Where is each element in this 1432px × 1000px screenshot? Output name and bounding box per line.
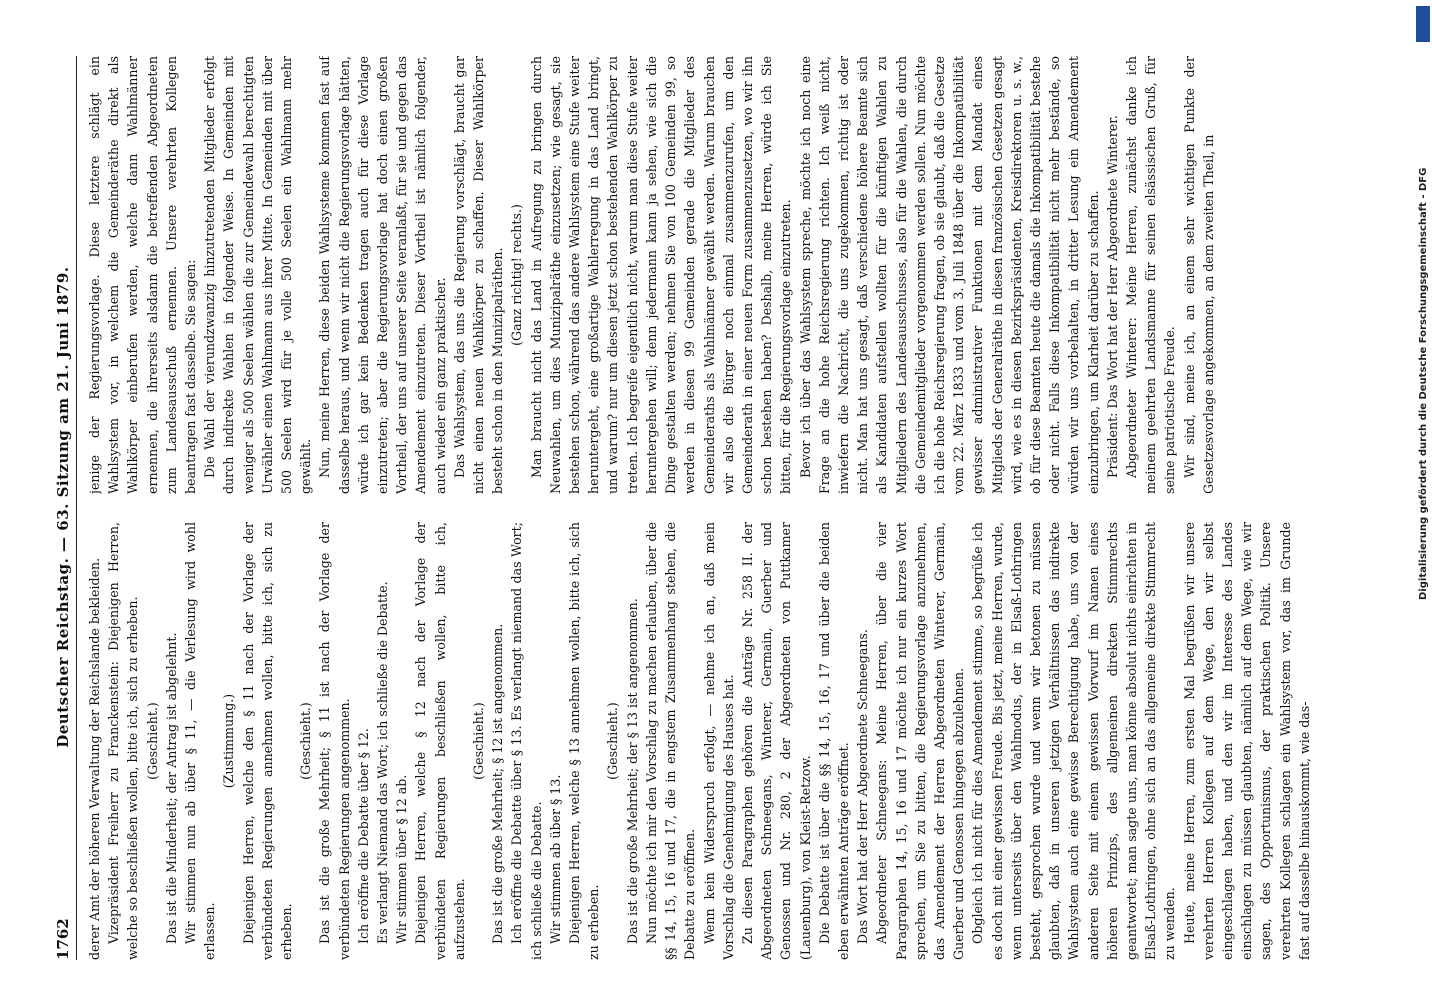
paragraph: Vizepräsident Freiherr zu Franckenstein: Diejenigen Herren, welche so beschließen wollen, bitte ich, sich zu erheben. [106,522,141,960]
paragraph: jenige der Regierungsvorlage. Diese letztere schlägt ein Wahlsystem vor, in welchem die Gemeinderäthe direkt als Wahlkörper einberufen werden, welche dann Wahlmänner ernennen, die ihrerseits alsdann die betreffenden Abgeordneten zum Landesausschuß ernennen. Unsere verehrten Kollegen beantragen fast dasselbe. Sie sagen: [87,56,199,494]
paragraph: (Zustimmung.) [221,693,237,789]
paragraph: Obgleich ich nicht für dies Amendement stimme, so begrüße ich es doch mit einer gewissen Freude. Bis jetzt, meine Herren, wurde, wenn unterseits über den Wahlmodus, der in Elsaß-Lothringen besteht, gesprochen wurde und wenn wir betonen zu müssen glaubten, daß in unseren jetzigen Verhältnissen das indirekte Wahlsystem auch eine gewisse Berechtigung habe, uns von der anderen Seite mit einem gewissen Vorwurf im Namen eines höheren Prinzips, des allgemeinen direkten Stimmrechts geantwortet; man sagte uns, man könne absolut nichts einrichten in Elsaß-Lothringen, ohne sich an das allgemeine direkte Stimmrecht zu wenden. [970,522,1178,960]
paragraph: (Geschieht.) [144,702,160,780]
paragraph: Wenn kein Widerspruch erfolgt, — nehme ich an, daß mein Vorschlag die Genehmigung des Hauses hat. [701,522,736,960]
column-right [85,56,1395,494]
paragraph: (Geschieht.) [298,702,314,780]
paragraph: Wir stimmen nun ab über § 11, — die Verlesung wird wohl erlassen. [183,522,218,960]
dfg-logo [1416,6,1430,42]
paragraph: Das ist die große Mehrheit; der § 13 ist angenommen. [624,598,640,944]
paragraph: Wir stimmen ab über § 13. [547,774,563,944]
paragraph: Nun möchte ich mir den Vorschlag zu machen erlauben, über die §§ 14, 15, 16 und 17, die in engstem Zusammenhang stehen, die Debatte zu eröffnen. [643,522,698,960]
text-columns [85,56,1395,960]
paragraph: Das Wort hat der Herr Abgeordnete Schneegans. [855,629,871,944]
column-left [85,522,1395,960]
paragraph: Es verlangt Niemand das Wort; ich schließe die Debatte. [375,581,391,944]
credit-bar [1414,0,1432,1000]
paragraph: Abgeordneter Winterer: Meine Herren, zunächst danke ich meinem geehrten Landsmanne für seinen elsässischen Gruß, für seine patriotische Freude. [1123,56,1178,494]
paragraph: Die Wahl der vierundzwanzig hinzutretenden Mitglieder erfolgt durch indirekte Wahlen in folgender Weise. In Gemeinden mit weniger als 500 Seelen wählen die zur Gemeindewahl berechtigten Urwähler einen Wahlmann aus ihrer Mitte. In Gemeinden mit über 500 Seelen wird für je volle 500 Seelen ein Wahlmann mehr gewählt. [202,56,314,494]
paragraph: Das ist die große Mehrheit; § 12 ist angenommen. [490,623,506,944]
paragraph: Das ist die Minderheit; der Antrag ist abgelehnt. [163,632,179,944]
paragraph: Heute, meine Herren, zum ersten Mal begrüßen wir unsere verehrten Herren Kollegen auf dem Wege, den wir selbst eingeschlagen haben, und den wir im Interesse des Landes einschlagen zu müssen glaubten, nämlich auf dem Wege, wie wir sagen, des Opportunismus, der praktischen Politik. Unsere verehrten Kollegen schlagen ein Wahlsystem vor, das im Grunde fast auf dasselbe hinauskommt, wie das- [1181,522,1312,960]
paragraph: Die Debatte ist über die §§ 14, 15, 16, 17 und über die beiden eben erwähnten Anträge eröffnet. [816,522,851,960]
paragraph: Ich eröffne die Debatte über § 12. [355,728,371,944]
page-title: Deutscher Reichstag. — 63. Sitzung am 21. Juni 1879. [54,266,72,748]
paragraph: Präsident: Das Wort hat der Herr Abgeordnete Winterer. [1104,115,1120,478]
paragraph: Abgeordneter Schneegans: Meine Herren, über die vier Paragraphen 14, 15, 16 und 17 möchte ich nur ein kurzes Wort sprechen, um Sie zu bitten, die Regierungsvorlage anzunehmen, das Amendement der Herren Abgeordneten Winterer, Germain, Guerber und Genossen hingegen abzulehnen. [874,522,967,960]
paragraph: Zu diesen Paragraphen gehören die Anträge Nr. 258 II. der Abgeordneten Schneegans, Winterer, Germain, Guerber und Genossen und Nr. 280, 2 der Abgeordneten von Puttkamer (Lauenburg), von Kleist-Retzow. [739,522,813,960]
paragraph: derer Amt der höheren Verwaltung der Reichslande bekleiden. [87,557,102,960]
page-header [54,56,77,960]
paragraph: (Ganz richtig! rechts.) [509,204,525,346]
paragraph: (Geschieht.) [471,702,487,780]
paragraph: Ich eröffne die Debatte über § 13. Es verlangt niemand das Wort; ich schließe die Debatte. [509,522,544,960]
paragraph: Das Wahlsystem, das uns die Regierung vorschlägt, braucht gar nicht einen neuen Wahlkörper zu schaffen. Dieser Wahlkörper besteht schon in den Munizipalräthen. [451,56,506,494]
paragraph: Diejenigen Herren, welche den § 11 nach der Vorlage der verbündeten Regierungen annehmen wollen, bitte ich, sich zu erheben. [240,522,295,960]
page-number: 1762 [54,918,72,960]
credit-text: Digitalisierung gefördert durch die Deutsche Forschungsgemeinschaft - DFG [1418,167,1429,600]
paragraph: Nun, meine Herren, diese beiden Wahlsysteme kommen fast auf dasselbe heraus, und wenn wir nicht die Regierungsvorlage hätten, würde ich gar kein Bedenken tragen auch für diese Vorlage einzutreten; aber die Regierungsvorlage hat doch einen großen Vortheil, der uns auf unserer Seite veranlaßt, für sie und gegen das Amendement einzutreten. Dieser Vortheil ist nämlich folgender, auch wieder ein ganz praktischer. [317,56,448,494]
paragraph: Wir sind, meine ich, an einem sehr wichtigen Punkte der Gesetzesvorlage angekommen, an dem zweiten Theil, in [1181,56,1216,494]
paragraph: (Geschieht.) [605,702,621,780]
paragraph: Das ist die große Mehrheit; § 11 ist nach der Vorlage der verbündeten Regierungen angenommen. [317,522,352,960]
paragraph: Bevor ich über das Wahlsystem spreche, möchte ich noch eine Frage an die hohe Reichsregierung richten. Ich weiß nicht, inwiefern die Nachricht, die uns zugekommen, richtig ist oder nicht. Man hat uns gesagt, daß verschiedene höhere Beamte sich als Kandidaten aufstellen wollten für die künftigen Wahlen zu Mitgliedern des Landesausschusses, also für die Wahlen, die durch die Gemeindemitglieder vorgenommen werden sollen. Nun möchte ich die hohe Reichsregierung fragen, ob sie glaubt, daß die Gesetze vom 22. März 1833 und vom 3. Juli 1848 über die Inkompatibilität gewisser administrativer Funktionen mit dem Mandat eines Mitglieds der Generalräthe in diesen französischen Gesetzen gesagt wird, wie es in diesen Bezirkspräsidenten, Kreisdirektoren u. s. w., ob für diese Beamten heute die damals die Inkompatibilität bestehe oder nicht. Falls diese Inkompatibilität nicht mehr bestände, so würden wir uns vorbehalten, in dritter Lesung ein Amendement einzubringen, um Klarheit darüber zu schaffen. [797,56,1101,494]
paragraph: Man braucht nicht das Land in Aufregung zu bringen durch Neuwahlen, um dies Munizipalräthe einzusetzen; wie gesagt, sie bestehen schon, während das andere Wahlsystem eine Stufe weiter heruntergeht, eine großartige Wahlerregung in das Land bringt, und warum? nur um diesen jetzt schon bestehenden Wahlkörper zu treten. Ich begreife eigentlich nicht, warum man diese Stufe weiter heruntergehen will; denn jedermann kann ja sehen, wie sich die Dinge gestalten werden; nehmen Sie von 100 Gemeinden 99, so werden in diesen 99 Gemeinden gerade die Mitglieder des Gemeinderaths als Wahlmänner gewählt werden. Warum brauchen wir also die Bürger noch einmal zusammenzurufen, um den Gemeinderath in einer neuen Form zusammenzusetzen, wo wir ihn schon bestehen haben? Deshalb, meine Herren, würde ich Sie bitten, für die Regierungsvorlage einzutreten. [528,56,794,494]
paragraph: Wir stimmen über § 12 ab. [394,774,410,944]
paragraph: Diejenigen Herren, welche § 12 nach der Vorlage der verbündeten Regierungen beschließen wollen, bitte ich, aufzustehen. [413,522,467,960]
paragraph: Diejenigen Herren, welche § 13 annehmen wollen, bitte ich, sich zu erheben. [567,522,602,960]
